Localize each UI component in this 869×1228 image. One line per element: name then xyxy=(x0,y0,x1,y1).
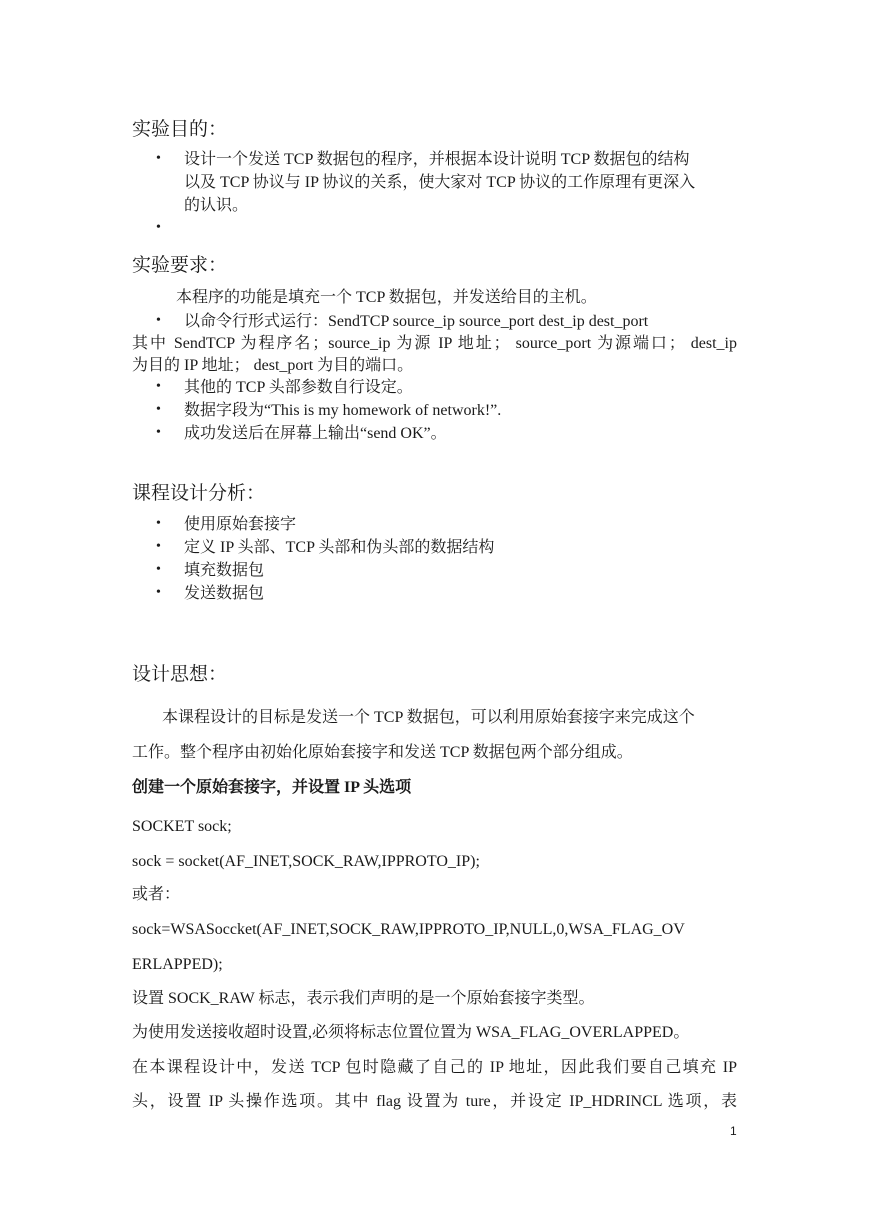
purpose-line-2: 以及 TCP 协议与 IP 协议的关系，使大家对 TCP 协议的工作原理有更深入 xyxy=(184,174,696,191)
purpose-line-3: 的认识。 xyxy=(184,197,249,214)
bold-subheading: 创建一个原始套接字，并设置 IP 头选项 xyxy=(132,779,412,796)
code-line-wsasocket-2: ERLAPPED); xyxy=(132,956,223,973)
heading-course-design-analysis: 课程设计分析： xyxy=(132,483,266,504)
bullet-marker: • xyxy=(156,425,161,440)
bullet-marker: • xyxy=(156,539,161,554)
bullet-marker: • xyxy=(156,562,161,577)
analysis-bullet: 定义 IP 头部、TCP 头部和伪头部的数据结构 xyxy=(184,539,495,556)
page-number: 1 xyxy=(730,1124,737,1138)
bullet-marker: • xyxy=(156,585,161,600)
bullet-marker: • xyxy=(156,402,161,417)
bullet-marker: • xyxy=(156,379,161,394)
requirement-explain-line-2: 为目的 IP 地址； dest_port 为目的端口。 xyxy=(132,357,414,374)
overlapped-explanation: 为使用发送接收超时设置,必须将标志位置位置为 WSA_FLAG_OVERLAPPED。 xyxy=(132,1024,690,1041)
requirement-run-command: 以命令行形式运行：SendTCP source_ip source_port dest_ip dest_port xyxy=(184,313,649,330)
bullet-marker-empty: • xyxy=(156,220,161,235)
purpose-line-1: 设计一个发送 TCP 数据包的程序，并根据本设计说明 TCP 数据包的结构 xyxy=(184,151,690,168)
code-line-wsasocket-1: sock=WSASoccket(AF_INET,SOCK_RAW,IPPROTO_IP,NULL,0,WSA_FLAG_OV xyxy=(132,921,685,938)
requirements-intro: 本程序的功能是填充一个 TCP 数据包，并发送给目的主机。 xyxy=(176,289,597,306)
design-paragraph-line-1: 本课程设计的目标是发送一个 TCP 数据包，可以利用原始套接字来完成这个 xyxy=(162,709,695,726)
code-line-socket-decl: SOCKET sock; xyxy=(132,818,232,835)
bullet-marker: • xyxy=(156,313,161,328)
bullet-marker: • xyxy=(156,151,161,166)
analysis-bullet: 发送数据包 xyxy=(184,585,265,602)
requirement-bullet: 其他的 TCP 头部参数自行设定。 xyxy=(184,379,413,396)
heading-experiment-requirements: 实验要求： xyxy=(132,255,228,276)
analysis-bullet: 填充数据包 xyxy=(184,562,265,579)
sock-raw-explanation: 设置 SOCK_RAW 标志，表示我们声明的是一个原始套接字类型。 xyxy=(132,990,595,1007)
or-label: 或者： xyxy=(132,886,181,903)
requirement-explain-line-1: 其中 SendTCP 为程序名；source_ip 为源 IP 地址； source_port 为源端口； dest_ip xyxy=(132,335,737,352)
bullet-marker: • xyxy=(156,516,161,531)
design-paragraph2-line-1: 在本课程设计中，发送 TCP 包时隐藏了自己的 IP 地址，因此我们要自己填充 IP xyxy=(132,1059,737,1076)
code-line-socket-call: sock = socket(AF_INET,SOCK_RAW,IPPROTO_IP); xyxy=(132,853,480,870)
heading-experiment-purpose: 实验目的： xyxy=(132,119,228,140)
requirement-bullet: 数据字段为“This is my homework of network!”. xyxy=(184,402,502,419)
design-paragraph-line-2: 工作。整个程序由初始化原始套接字和发送 TCP 数据包两个部分组成。 xyxy=(132,744,633,761)
heading-design-idea: 设计思想： xyxy=(132,664,228,685)
design-paragraph2-line-2: 头，设置 IP 头操作选项。其中 flag 设置为 ture，并设定 IP_HDRINCL 选项，表 xyxy=(132,1093,737,1110)
requirement-bullet: 成功发送后在屏幕上输出“send OK”。 xyxy=(184,425,447,442)
analysis-bullet: 使用原始套接字 xyxy=(184,516,297,533)
